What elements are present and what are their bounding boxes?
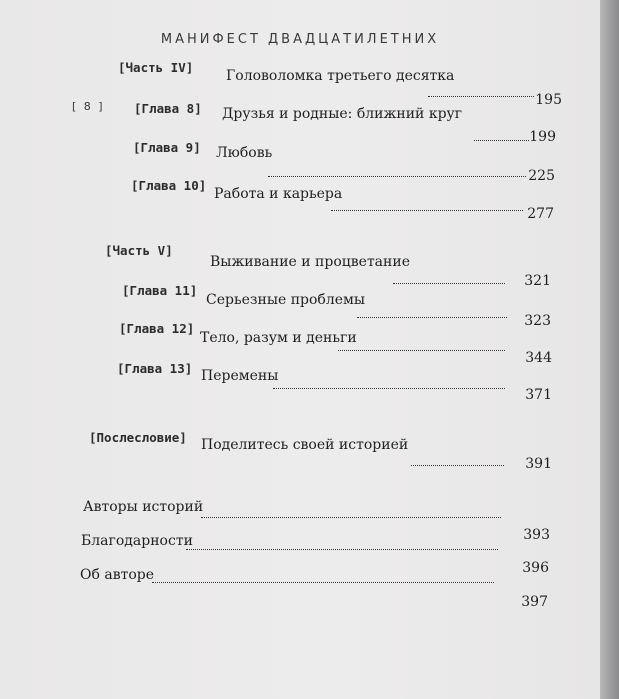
toc-page-afterword: 391	[525, 456, 552, 472]
toc-title-chapter-9: Любовь	[216, 145, 273, 161]
toc-title-part-4: Головоломка третьего десятка	[226, 68, 455, 84]
toc-leader	[186, 549, 498, 550]
toc-leader	[357, 317, 507, 318]
toc-leader	[474, 140, 529, 141]
toc-page-about-author: 397	[521, 594, 548, 610]
toc-page-part-4: 195	[535, 92, 562, 108]
toc-leader	[268, 176, 526, 177]
toc-label-chapter-10: [Глава 10]	[131, 178, 207, 193]
toc-title-part-5: Выживание и процветание	[210, 254, 410, 270]
toc-leader	[393, 283, 505, 284]
toc-page-chapter-12: 344	[525, 350, 552, 366]
toc-page-acknowledgements: 396	[522, 560, 549, 576]
toc-page-chapter-9: 225	[528, 168, 555, 184]
page-number: [ 8 ]	[72, 100, 105, 113]
toc-leader	[201, 517, 501, 518]
toc-leader	[273, 388, 505, 389]
toc-leader	[411, 465, 504, 466]
toc-leader	[428, 96, 534, 97]
toc-label-chapter-13: [Глава 13]	[117, 361, 193, 376]
toc-label-chapter-8: [Глава 8]	[134, 101, 202, 116]
toc-label-chapter-11: [Глава 11]	[122, 283, 198, 298]
toc-label-afterword: [Послесловие]	[89, 430, 187, 445]
toc-page-chapter-10: 277	[527, 206, 554, 222]
toc-title-chapter-12: Тело, разум и деньги	[200, 330, 357, 346]
toc-title-chapter-13: Перемены	[201, 368, 279, 384]
toc-title-about-author: Об авторе	[80, 567, 155, 583]
toc-title-acknowledgements: Благодарности	[81, 533, 193, 549]
toc-page-part-5: 321	[524, 273, 551, 289]
toc-title-story-authors: Авторы историй	[83, 499, 204, 515]
toc-label-chapter-9: [Глава 9]	[133, 140, 201, 155]
toc-title-chapter-11: Серьезные проблемы	[206, 292, 366, 308]
toc-label-chapter-12: [Глава 12]	[119, 321, 195, 336]
toc-title-afterword: Поделитесь своей историей	[201, 437, 409, 453]
running-header: МАНИФЕСТ ДВАДЦАТИЛЕТНИХ	[160, 32, 440, 47]
toc-title-chapter-10: Работа и карьера	[214, 186, 343, 202]
toc-page-chapter-8: 199	[529, 129, 556, 145]
toc-title-chapter-8: Друзья и родные: ближний круг	[222, 106, 463, 122]
toc-leader	[338, 350, 505, 351]
toc-page-chapter-11: 323	[524, 313, 551, 329]
toc-page-story-authors: 393	[523, 527, 550, 543]
toc-page-chapter-13: 371	[525, 387, 552, 403]
toc-label-part-5: [Часть V]	[105, 243, 173, 258]
book-spine-shadow	[600, 0, 619, 699]
toc-leader	[152, 582, 494, 583]
toc-label-part-4: [Часть IV]	[118, 60, 194, 75]
toc-leader	[331, 210, 523, 211]
